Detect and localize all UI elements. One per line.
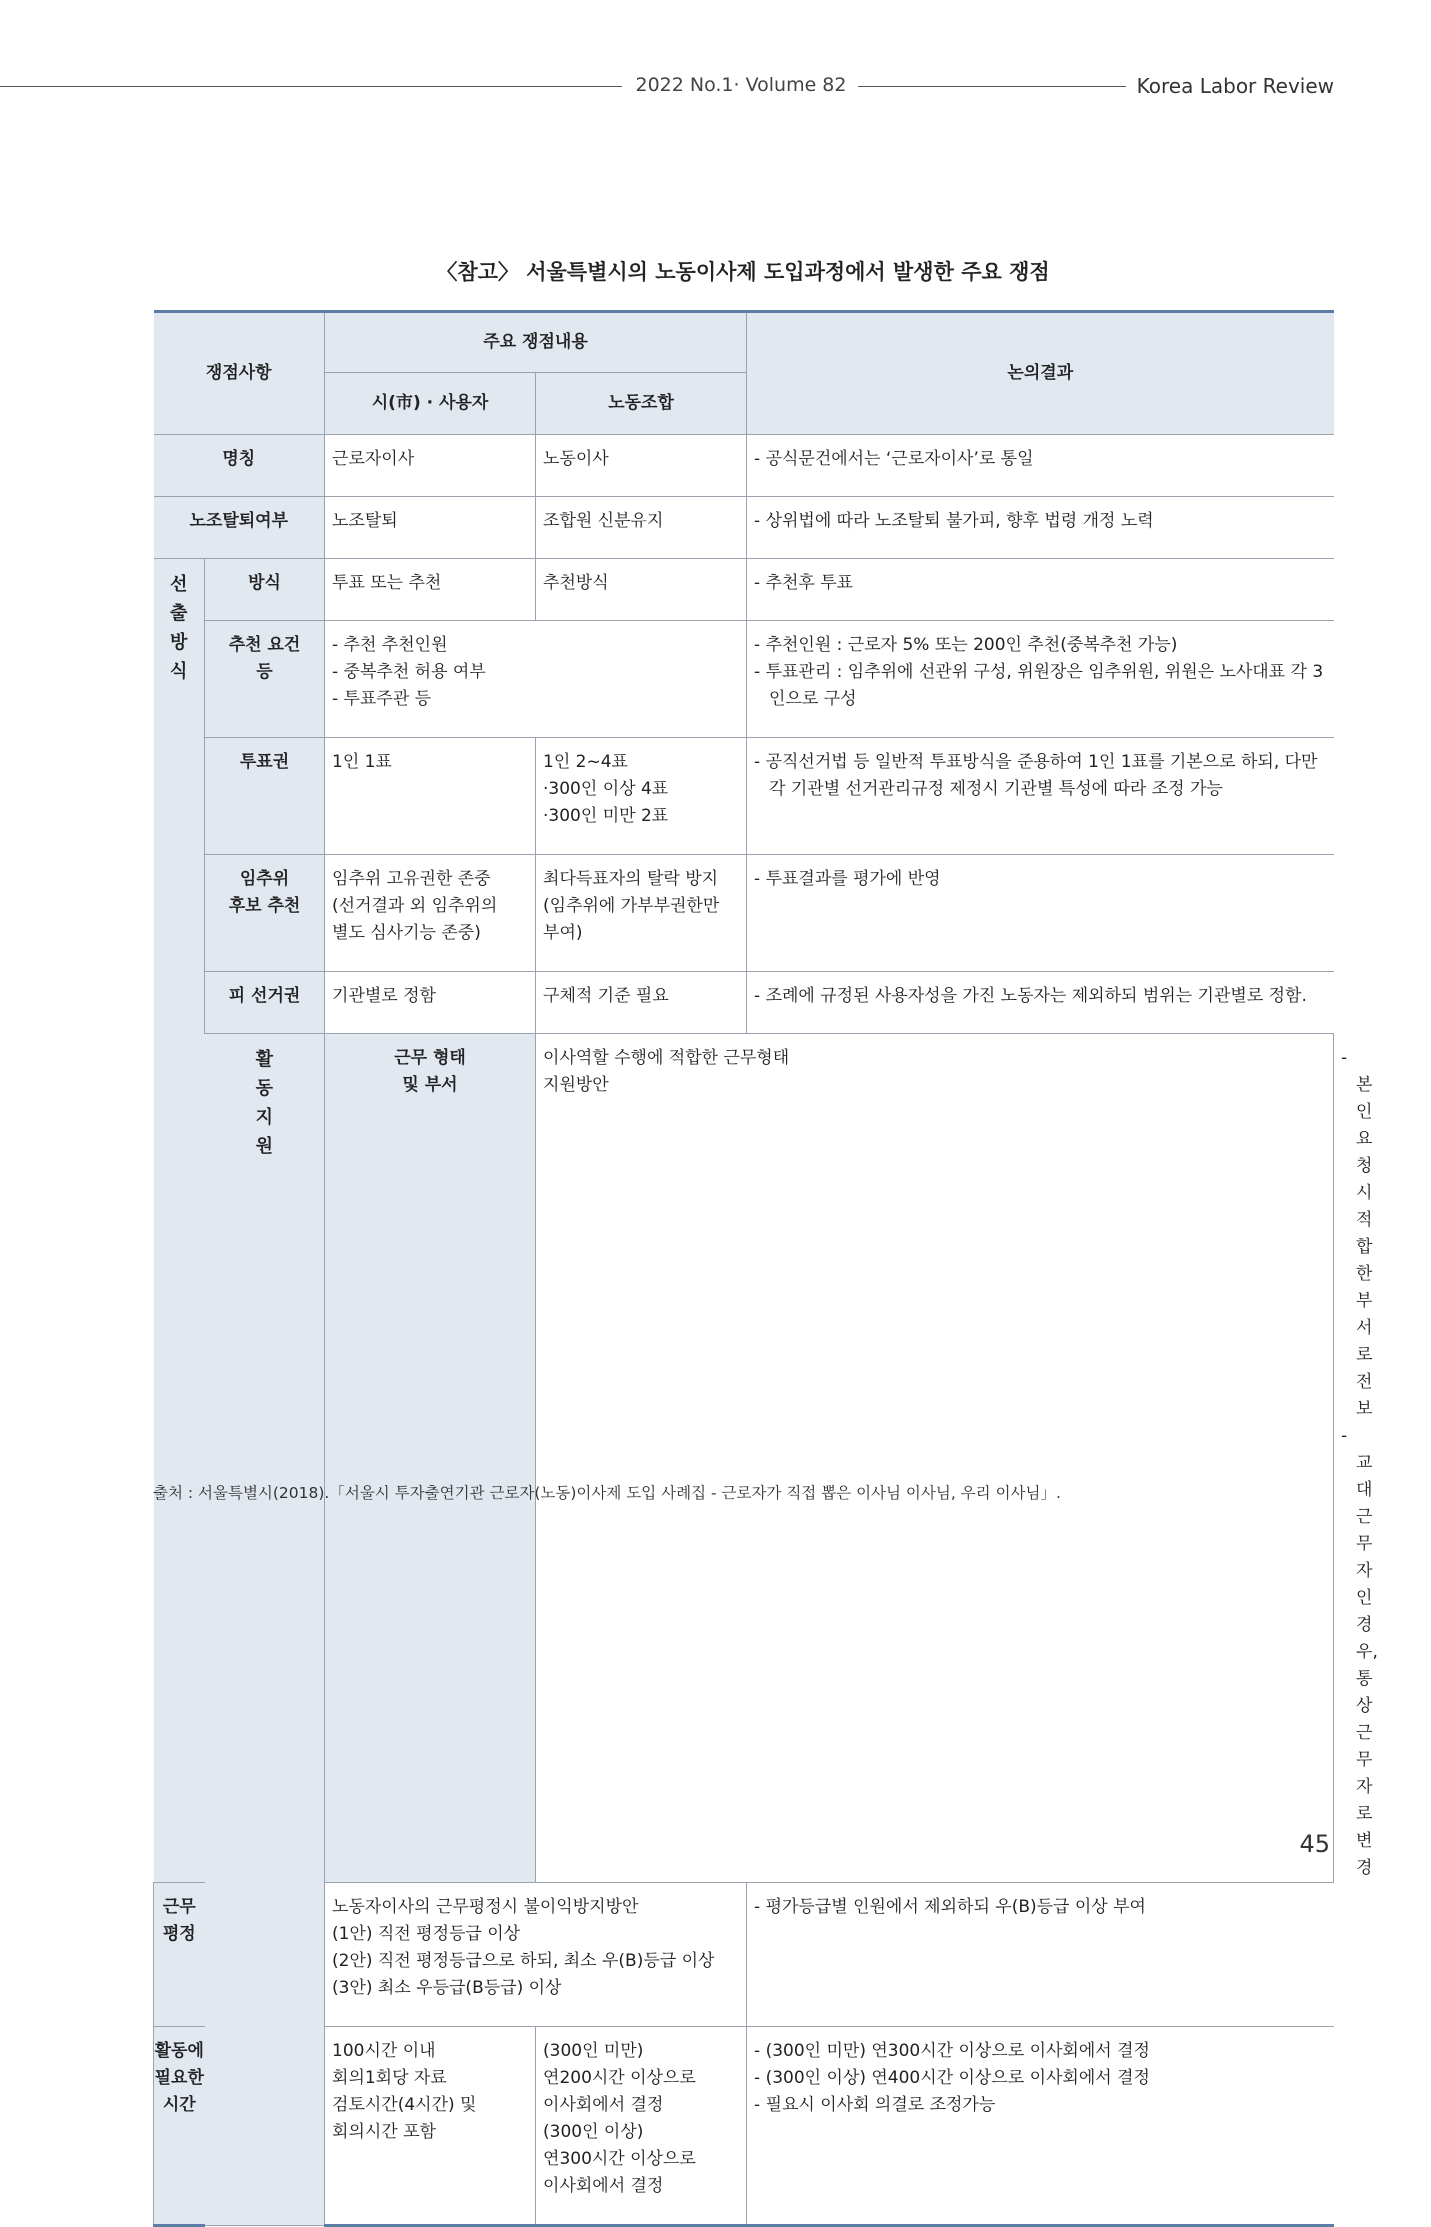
table-title: 〈참고〉 서울특별시의 노동이사제 도입과정에서 발생한 주요 쟁점: [436, 260, 1050, 284]
issues-table: [153, 310, 1378, 2227]
header-issue: 쟁점사항: [154, 312, 325, 435]
header-rule-right: [858, 86, 1126, 87]
row-label: 노조탈퇴여부: [154, 497, 325, 559]
table-row: [154, 2026, 1334, 2225]
cell-union: 1인 2~4표 ·300인 이상 4표 ·300인 미만 2표: [536, 738, 747, 855]
cell-union: (300인 미만) 연200시간 이상으로 이사회에서 결정 (300인 이상) 연300시간 이상으로 이사회에서 결정: [536, 2026, 747, 2225]
issue-info: 2022 No.1· Volume 82: [635, 74, 847, 96]
running-header: [0, 70, 1431, 100]
cell-result: - 평가등급별 인원에서 제외하되 우(B)등급 이상 부여: [747, 1882, 1334, 2026]
row-label: 근무 평정: [154, 1882, 205, 2026]
cell-city: 근로자이사: [325, 435, 536, 497]
cell-city: 1인 1표: [325, 738, 536, 855]
table-row: 활 동 지 원 근무 형태 및 부서 이사역할 수행에 적합한 근무형태 지원방안 - 본인요청시 적합한 부서로 전보 - 교대 근무자인 경우, 통상근무자로 변경: [154, 1034, 1334, 1883]
cell-merged: 노동자이사의 근무평정시 불이익방지방안 (1안) 직전 평정등급 이상 (2안) 직전 평정등급으로 하되, 최소 우(B)등급 이상 (3안) 최소 우등급(B등급) 이상: [325, 1882, 747, 2026]
table-row: [154, 435, 1334, 497]
cell-result: - 조례에 규정된 사용자성을 가진 노동자는 제외하되 범위는 기관별로 정함.: [747, 972, 1334, 1034]
row-label: 방식: [205, 559, 325, 621]
header-union: 노동조합: [536, 373, 747, 435]
row-label: 피 선거권: [205, 972, 325, 1034]
cell-result: - (300인 미만) 연300시간 이상으로 이사회에서 결정 - (300인 이상) 연400시간 이상으로 이사회에서 결정 - 필요시 이사회 의결로 조정가능: [747, 2026, 1334, 2225]
page-number: 45: [1299, 1830, 1330, 1858]
group-support: 활 동 지 원: [205, 1034, 325, 2226]
table-row: [154, 1882, 1334, 2026]
header-content: 주요 쟁점내용: [325, 312, 747, 373]
table-row: [154, 497, 1334, 559]
cell-union: 최다득표자의 탈락 방지 (임추위에 가부부권한만 부여): [536, 855, 747, 972]
header-result: 논의결과: [747, 312, 1334, 435]
cell-city: 임추위 고유권한 존중 (선거결과 외 임추위의 별도 심사기능 존중): [325, 855, 536, 972]
cell-city: 기관별로 정함: [325, 972, 536, 1034]
journal-name: Korea Labor Review: [1136, 74, 1334, 98]
cell-result: - 추천인원 : 근로자 5% 또는 200인 추천(중복추천 가능) - 투표관리 : 임추위에 선관위 구성, 위원장은 임추위원, 위원은 노사대표 각 3인으로 구성: [747, 621, 1334, 738]
row-label: 투표권: [205, 738, 325, 855]
cell-city: 100시간 이내 회의1회당 자료 검토시간(4시간) 및 회의시간 포함: [325, 2026, 536, 2225]
cell-result: - 공식문건에서는 ‘근로자이사’로 통일: [747, 435, 1334, 497]
table-row: [154, 855, 1334, 972]
header-city: 시(市) · 사용자: [325, 373, 536, 435]
header-rule-left: [0, 86, 622, 87]
cell-merged: 이사역할 수행에 적합한 근무형태 지원방안: [536, 1034, 1334, 1883]
row-label: 근무 형태 및 부서: [325, 1034, 536, 1883]
table-row: [154, 738, 1334, 855]
cell-union: 조합원 신분유지: [536, 497, 747, 559]
row-label: 추천 요건 등: [205, 621, 325, 738]
cell-city: 노조탈퇴: [325, 497, 536, 559]
cell-result: - 투표결과를 평가에 반영: [747, 855, 1334, 972]
table-row: [154, 972, 1334, 1034]
cell-result: - 상위법에 따라 노조탈퇴 불가피, 향후 법령 개정 노력: [747, 497, 1334, 559]
source-note: 출처 : 서울특별시(2018).「서울시 투자출연기관 근로자(노동)이사제 도입 사례집 - 근로자가 직접 뽑은 이사님 이사님, 우리 이사님」.: [153, 1484, 1061, 1502]
table-row: [154, 621, 1334, 738]
row-label: 명칭: [154, 435, 325, 497]
cell-union: 노동이사: [536, 435, 747, 497]
row-label: 활동에 필요한 시간: [154, 2026, 205, 2225]
table-row: [154, 559, 1334, 621]
cell-merged: - 추천 추천인원 - 중복추천 허용 여부 - 투표주관 등: [325, 621, 747, 738]
cell-union: 구체적 기준 필요: [536, 972, 747, 1034]
row-label: 임추위 후보 추천: [205, 855, 325, 972]
cell-city: 투표 또는 추천: [325, 559, 536, 621]
cell-result: - 추천후 투표: [747, 559, 1334, 621]
cell-result: - 공직선거법 등 일반적 투표방식을 준용하여 1인 1표를 기본으로 하되, 다만 각 기관별 선거관리규정 제정시 기관별 특성에 따라 조정 가능: [747, 738, 1334, 855]
group-election: 선 출 방 식: [154, 559, 205, 1883]
cell-union: 추천방식: [536, 559, 747, 621]
